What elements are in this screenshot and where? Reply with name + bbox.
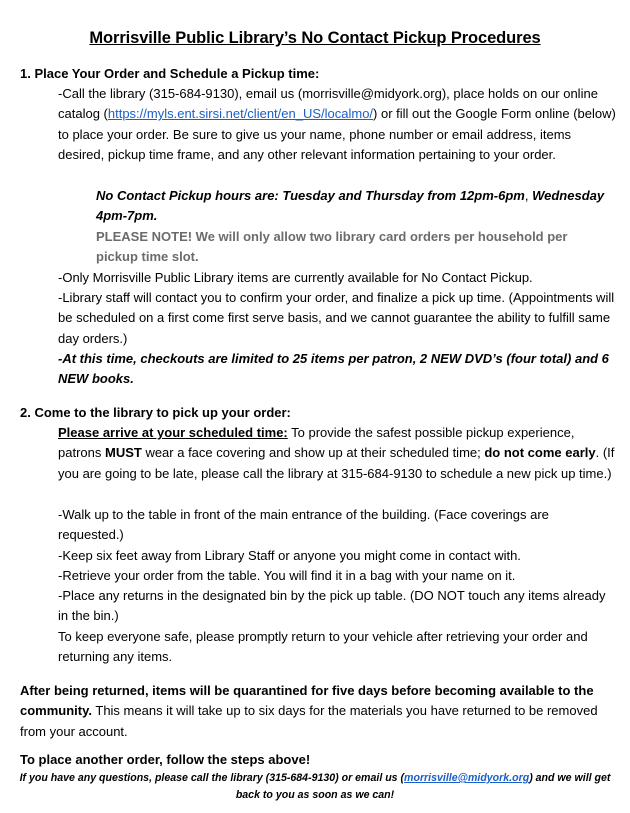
arrive-text-a: To provide the safest possible pickup experience, patrons bbox=[58, 425, 575, 461]
footer-email-link[interactable]: morrisville@midyork.org bbox=[404, 772, 530, 784]
keep-safe-line: To keep everyone safe, please promptly return to your vehicle after retrieving your order and returning any items. bbox=[58, 629, 588, 665]
order-text-a: -Call the library (315-684-9130), email us (morrisville@midyork.org), place holds on our online catalog ( bbox=[58, 86, 598, 122]
quarantine-paragraph bbox=[20, 681, 620, 742]
page-title: Morrisville Public Library’s No Contact Pickup Procedures bbox=[89, 29, 541, 47]
no-early-text: do not come early bbox=[484, 445, 596, 461]
returns-line: -Place any returns in the designated bin by the pick up table. (DO NOT touch any items already in the bin.) bbox=[58, 588, 606, 624]
walk-up-line: -Walk up to the table in front of the main entrance of the building. (Face coverings are requested.) bbox=[58, 507, 549, 543]
hours-text-b: Wednesday 4pm-7pm. bbox=[96, 188, 605, 224]
quarantine-bold: After being returned, items will be quarantined for five days before becoming available to the community. bbox=[20, 683, 594, 719]
hours-text-a: No Contact Pickup hours are: Tuesday and Thursday from 12pm-6pm bbox=[96, 188, 525, 203]
retrieve-line: -Retrieve your order from the table. You will find it in a bag with your name on it. bbox=[58, 568, 516, 583]
order-text-b: ) or fill out the Google Form online (below) to place your order. Be sure to give us your name, phone number or email address, items desired, pickup time frame, and any other relevant information pertaining to your order. bbox=[58, 106, 616, 163]
footer-text-a: If you have any questions, please call the library (315-684-9130) or email us ( bbox=[19, 772, 405, 784]
must-text: MUST bbox=[104, 445, 142, 461]
pickup-hours bbox=[96, 186, 606, 227]
footer-text-b: ) and we will get back to you as soon as we can! bbox=[235, 772, 611, 801]
arrive-paragraph bbox=[58, 423, 616, 484]
only-items-line: -Only Morrisville Public Library items are currently available for No Contact Pickup. bbox=[58, 270, 533, 285]
arrive-text-c: . (If you are going to be late, please call the library at 315-684-9130 to schedule a new pick up time.) bbox=[58, 445, 615, 481]
hours-separator: , bbox=[524, 188, 533, 203]
arrive-text-b: wear a face covering and show up at their scheduled time; bbox=[141, 445, 485, 461]
section2-heading: 2. Come to the library to pick up your order: bbox=[20, 405, 291, 420]
arrive-label: Please arrive at your scheduled time: bbox=[58, 425, 288, 440]
another-order-line: To place another order, follow the steps above! bbox=[20, 752, 311, 767]
section1-order-paragraph bbox=[58, 84, 616, 166]
catalog-link[interactable]: https://myls.ent.sirsi.net/client/en_US/localmo/ bbox=[107, 106, 374, 122]
footer-contact bbox=[12, 770, 618, 804]
checkout-limits: -At this time, checkouts are limited to 25 items per patron, 2 NEW DVD’s (four total) and 6 NEW books. bbox=[58, 351, 609, 387]
section1-heading: 1. Place Your Order and Schedule a Pickup time: bbox=[20, 66, 320, 81]
please-note: PLEASE NOTE! We will only allow two library card orders per household per pickup time slot. bbox=[96, 229, 568, 265]
six-feet-line: -Keep six feet away from Library Staff or anyone you might come in contact with. bbox=[58, 548, 521, 563]
staff-contact-paragraph: -Library staff will contact you to confirm your order, and finalize a pick up time. (Appointments will be scheduled on a first come first serve basis, and we cannot guarantee the ability to fulfill same day orders.) bbox=[58, 290, 615, 346]
quarantine-rest: This means it will take up to six days for the materials you have returned to be removed from your account. bbox=[20, 703, 598, 739]
